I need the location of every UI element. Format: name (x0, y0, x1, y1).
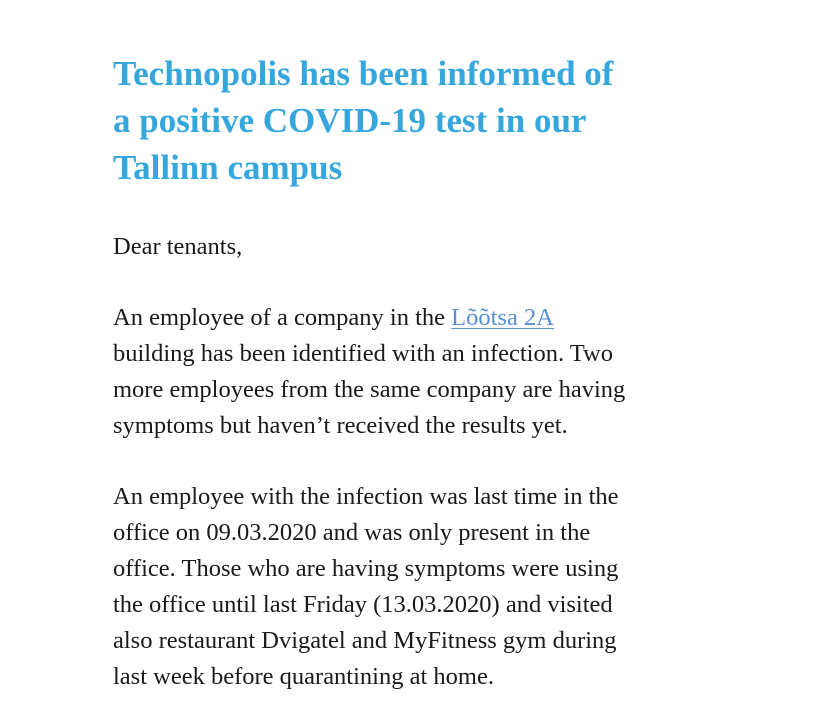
paragraph-line: symptoms but haven’t received the results yet. (113, 412, 568, 439)
greeting: Dear tenants, (113, 233, 243, 260)
paragraph-line: also restaurant Dvigatel and MyFitness gym during (113, 627, 617, 654)
paragraph-line: last week before quarantining at home. (113, 663, 494, 690)
paragraph-line: more employees from the same company are having (113, 376, 626, 403)
paragraph-line: office. Those who are having symptoms were using (113, 555, 619, 582)
building-address-link[interactable]: Lõõtsa 2A (451, 304, 554, 331)
paragraph-exposure-details (113, 479, 763, 695)
paragraph-line: office on 09.03.2020 and was only present in the (113, 519, 591, 546)
headline-line: Tallinn campus (113, 148, 343, 187)
paragraph-infection-notice (113, 300, 763, 444)
headline-line: Technopolis has been informed of (113, 54, 614, 93)
paragraph-line: the office until last Friday (13.03.2020) and visited (113, 591, 613, 618)
paragraph-line-text: An employee of a company in the (113, 304, 452, 331)
headline (113, 50, 753, 191)
headline-line: a positive COVID-19 test in our (113, 101, 587, 140)
paragraph-line: building has been identified with an infection. Two (113, 340, 613, 367)
paragraph-line (113, 300, 763, 336)
paragraph-line: An employee with the infection was last time in the (113, 483, 619, 510)
